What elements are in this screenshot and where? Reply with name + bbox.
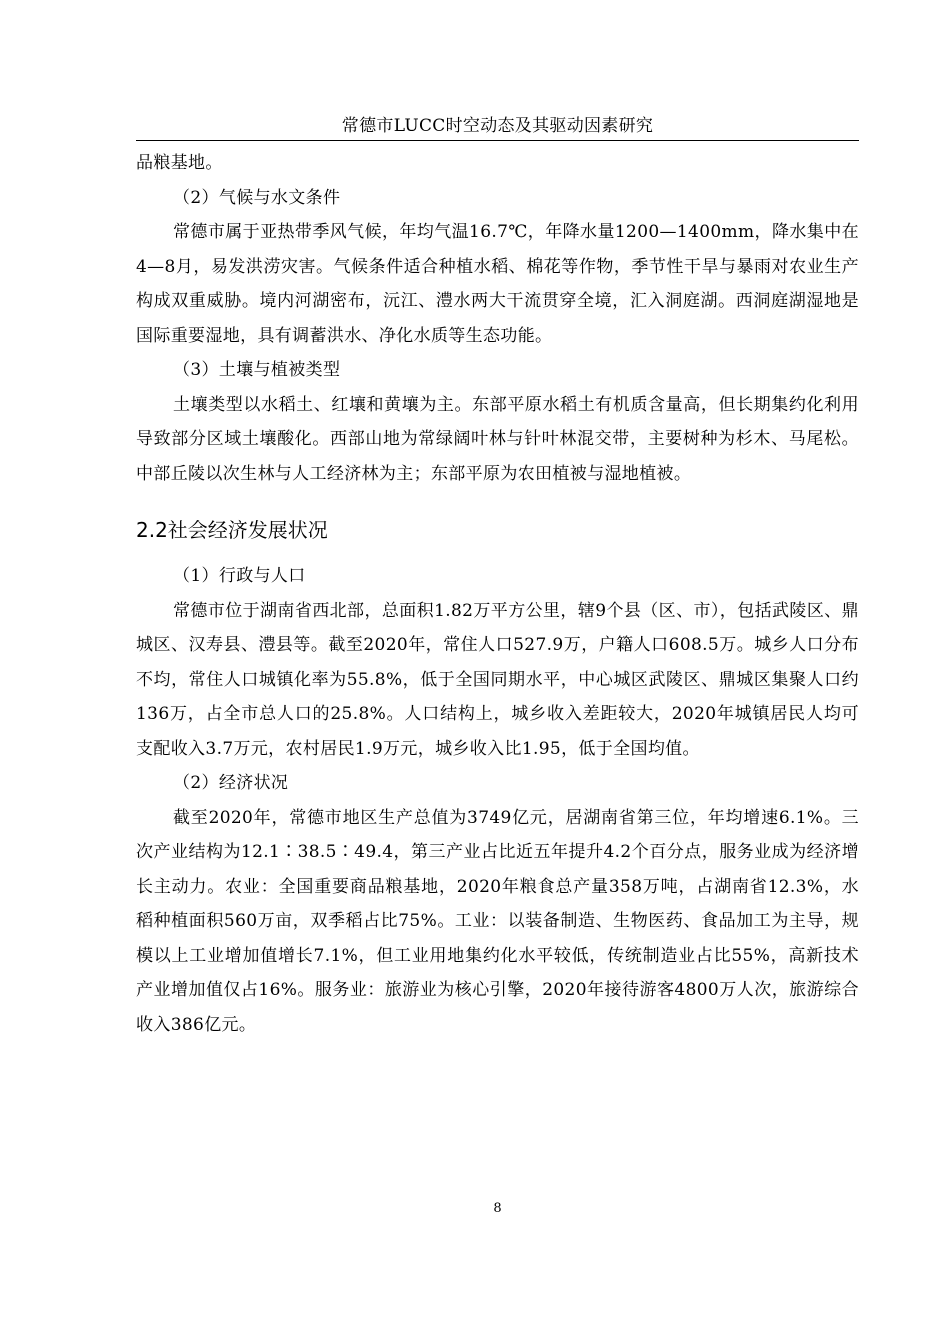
page-body [136, 146, 859, 1042]
paragraph-administration-population: 常德市位于湖南省西北部，总面积1.82万平方公里，辖9个县（区、市），包括武陵区、鼎城区、汉寿县、澧县等。截至2020年，常住人口527.9万，户籍人口608.5万。城乡人口分布不均，常住人口城镇化率为55.8%，低于全国同期水平，中心城区武陵区、鼎城区集聚人口约136万，占全市总人口的25.8%。人口结构上，城乡收入差距较大，2020年城镇居民人均可支配收入3.7万元，农村居民1.9万元，城乡收入比1.95，低于全国均值。 [136, 600, 859, 759]
subheading-climate-hydrology: （2）气候与水文条件 [173, 187, 341, 208]
paragraph-economy: 截至2020年，常德市地区生产总值为3749亿元，居湖南省第三位，年均增速6.1%。三次产业结构为12.1∶38.5∶49.4，第三产业占比近五年提升4.2个百分点，服务业成为经济增长主动力。农业：全国重要商品粮基地，2020年粮食总产量358万吨，占湖南省12.3%，水稻种植面积560万亩，双季稻占比75%。工业：以装备制造、生物医药、食品加工为主导，规模以上工业增加值增长7.1%，但工业用地集约化水平较低，传统制造业占比55%，高新技术产业增加值仅占16%。服务业：旅游业为核心引擎，2020年接待游客4800万人次，旅游综合收入386亿元。 [136, 807, 859, 1035]
running-header: 常德市LUCC时空动态及其驱动因素研究 [341, 116, 654, 136]
paragraph-soil-vegetation: 土壤类型以水稻土、红壤和黄壤为主。东部平原水稻土有机质含量高，但长期集约化利用导致部分区域土壤酸化。西部山地为常绿阔叶林与针叶林混交带，主要树种为杉木、马尾松。中部丘陵以次生林与人工经济林为主；东部平原为农田植被与湿地植被。 [136, 394, 859, 484]
subheading-economy: （2）经济状况 [173, 773, 289, 793]
section-heading-socioeconomic: 2.2社会经济发展状况 [136, 518, 328, 542]
subheading-administration-population: （1）行政与人口 [173, 566, 306, 586]
header-divider [136, 140, 859, 141]
paragraph-continuation: 品粮基地。 [136, 153, 223, 173]
page-number: 8 [493, 1201, 502, 1216]
subheading-soil-vegetation: （3）土壤与植被类型 [173, 360, 341, 380]
paragraph-climate-hydrology: 常德市属于亚热带季风气候，年均气温16.7℃，年降水量1200—1400mm，降水集中在4—8月，易发洪涝灾害。气候条件适合种植水稻、棉花等作物，季节性干旱与暴雨对农业生产构成双重威胁。境内河湖密布，沅江、澧水两大干流贯穿全境，汇入洞庭湖。西洞庭湖湿地是国际重要湿地，具有调蓄洪水、净化水质等生态功能。 [136, 222, 859, 346]
